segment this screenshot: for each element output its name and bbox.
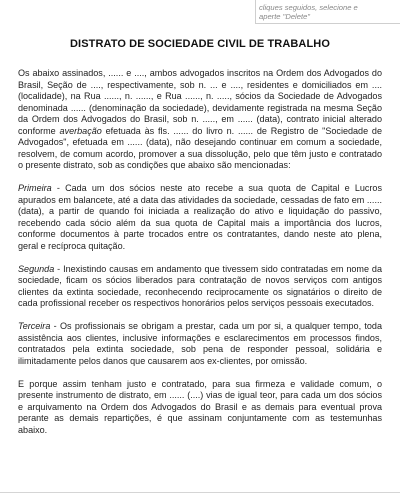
instruction-tooltip <box>255 0 400 24</box>
document-title: DISTRATO DE SOCIEDADE CIVIL DE TRABALHO <box>70 38 330 50</box>
intro-paragraph <box>18 68 382 172</box>
intro-text-start: Os abaixo assinados, ...... e ...., ambos advogados inscritos na Ordem dos Advogados do Brasil, Seção de ...., respectivamente, sob n. ... e ...., residentes e domiciliados em .... (localidade), na Rua ......, n. ......, e Rua ......, n. ....., sócios da Sociedade de Advogados denominada ...... (denominação da sociedade), devidamente registrada na mesma Seção da Ordem dos Advogados do Brasil, sob n. ....., em ...... (data), contrato inicial alterado conforme <box>18 68 382 136</box>
clause-text-third: - Os profissionais se obrigam a prestar, cada um por si, a qualquer tempo, toda assistência aos clientes, inclusive informações e esclarecimentos em processos findos, contratados pela extinta sociedade, sob pena de responder pessoal, solidária e ilimitadamente pelos danos que causarem aos ex-clientes, por omissão. <box>18 321 382 366</box>
intro-text-end: efetuada às fls. ...... do livro n. ...... de Registro de "Sociedade de Advogados", efetuada em ...... (data), não desejando continuar em comum a sociedade, resolvem, de comum acordo, promover a sua dissolução, pelo que têm justo e contratado o presente distrato, sob as condições que abaixo são mencionadas: <box>18 125 382 170</box>
clause-text-first: - Cada um dos sócios neste ato recebe a sua quota de Capital e Lucros apurados em balancete, até a data das atividades da sociedade, cessadas de fato em ...... (data), a partir de quando foi iniciada a realização do ativo e liquidação do passivo, recebendo cada sócio além da sua quota de Capital mais a importância dos lucros, conforme documentos à parte trocados entre os contratantes, dando neste ato plena, geral e recíproca quitação. <box>18 183 382 251</box>
clause-lead-third: Terceira <box>18 321 51 331</box>
clause-paragraph-third <box>18 321 382 367</box>
clause-lead-second: Segunda <box>18 263 55 274</box>
instruction-line-2: aperte "Delete" <box>259 12 310 21</box>
document-body <box>18 68 382 448</box>
intro-italic-term: averbação <box>59 125 102 136</box>
page-bottom-divider <box>0 492 400 493</box>
instruction-line-1: cliques seguidos, selecione e <box>259 3 358 12</box>
clause-paragraph-first <box>18 183 382 252</box>
clause-paragraph-second <box>18 264 382 310</box>
clause-lead-first: Primeira <box>18 183 52 193</box>
closing-paragraph: E porque assim tenham justo e contratado, para sua firmeza e validade comum, o presente instrumento de distrato, em ...... (....) vias de igual teor, para cada um dos sócios e arquivamento na Ordem dos Advogados do Brasil e as demais para eventual prova perante as demais repartições, é que assinam conjuntamente com as testemunhas abaixo. <box>18 378 382 435</box>
clause-text-second: - Inexistindo causas em andamento que tivessem sido contratadas em nome da sociedade, ficam os sócios liberados para contratação de novos serviços com antigos clientes da extinta sociedade, reconhecendo reciprocamente os signatários o direito de cada profissional receber os respectivos honorários pelos serviços pessoais executados. <box>18 263 382 308</box>
